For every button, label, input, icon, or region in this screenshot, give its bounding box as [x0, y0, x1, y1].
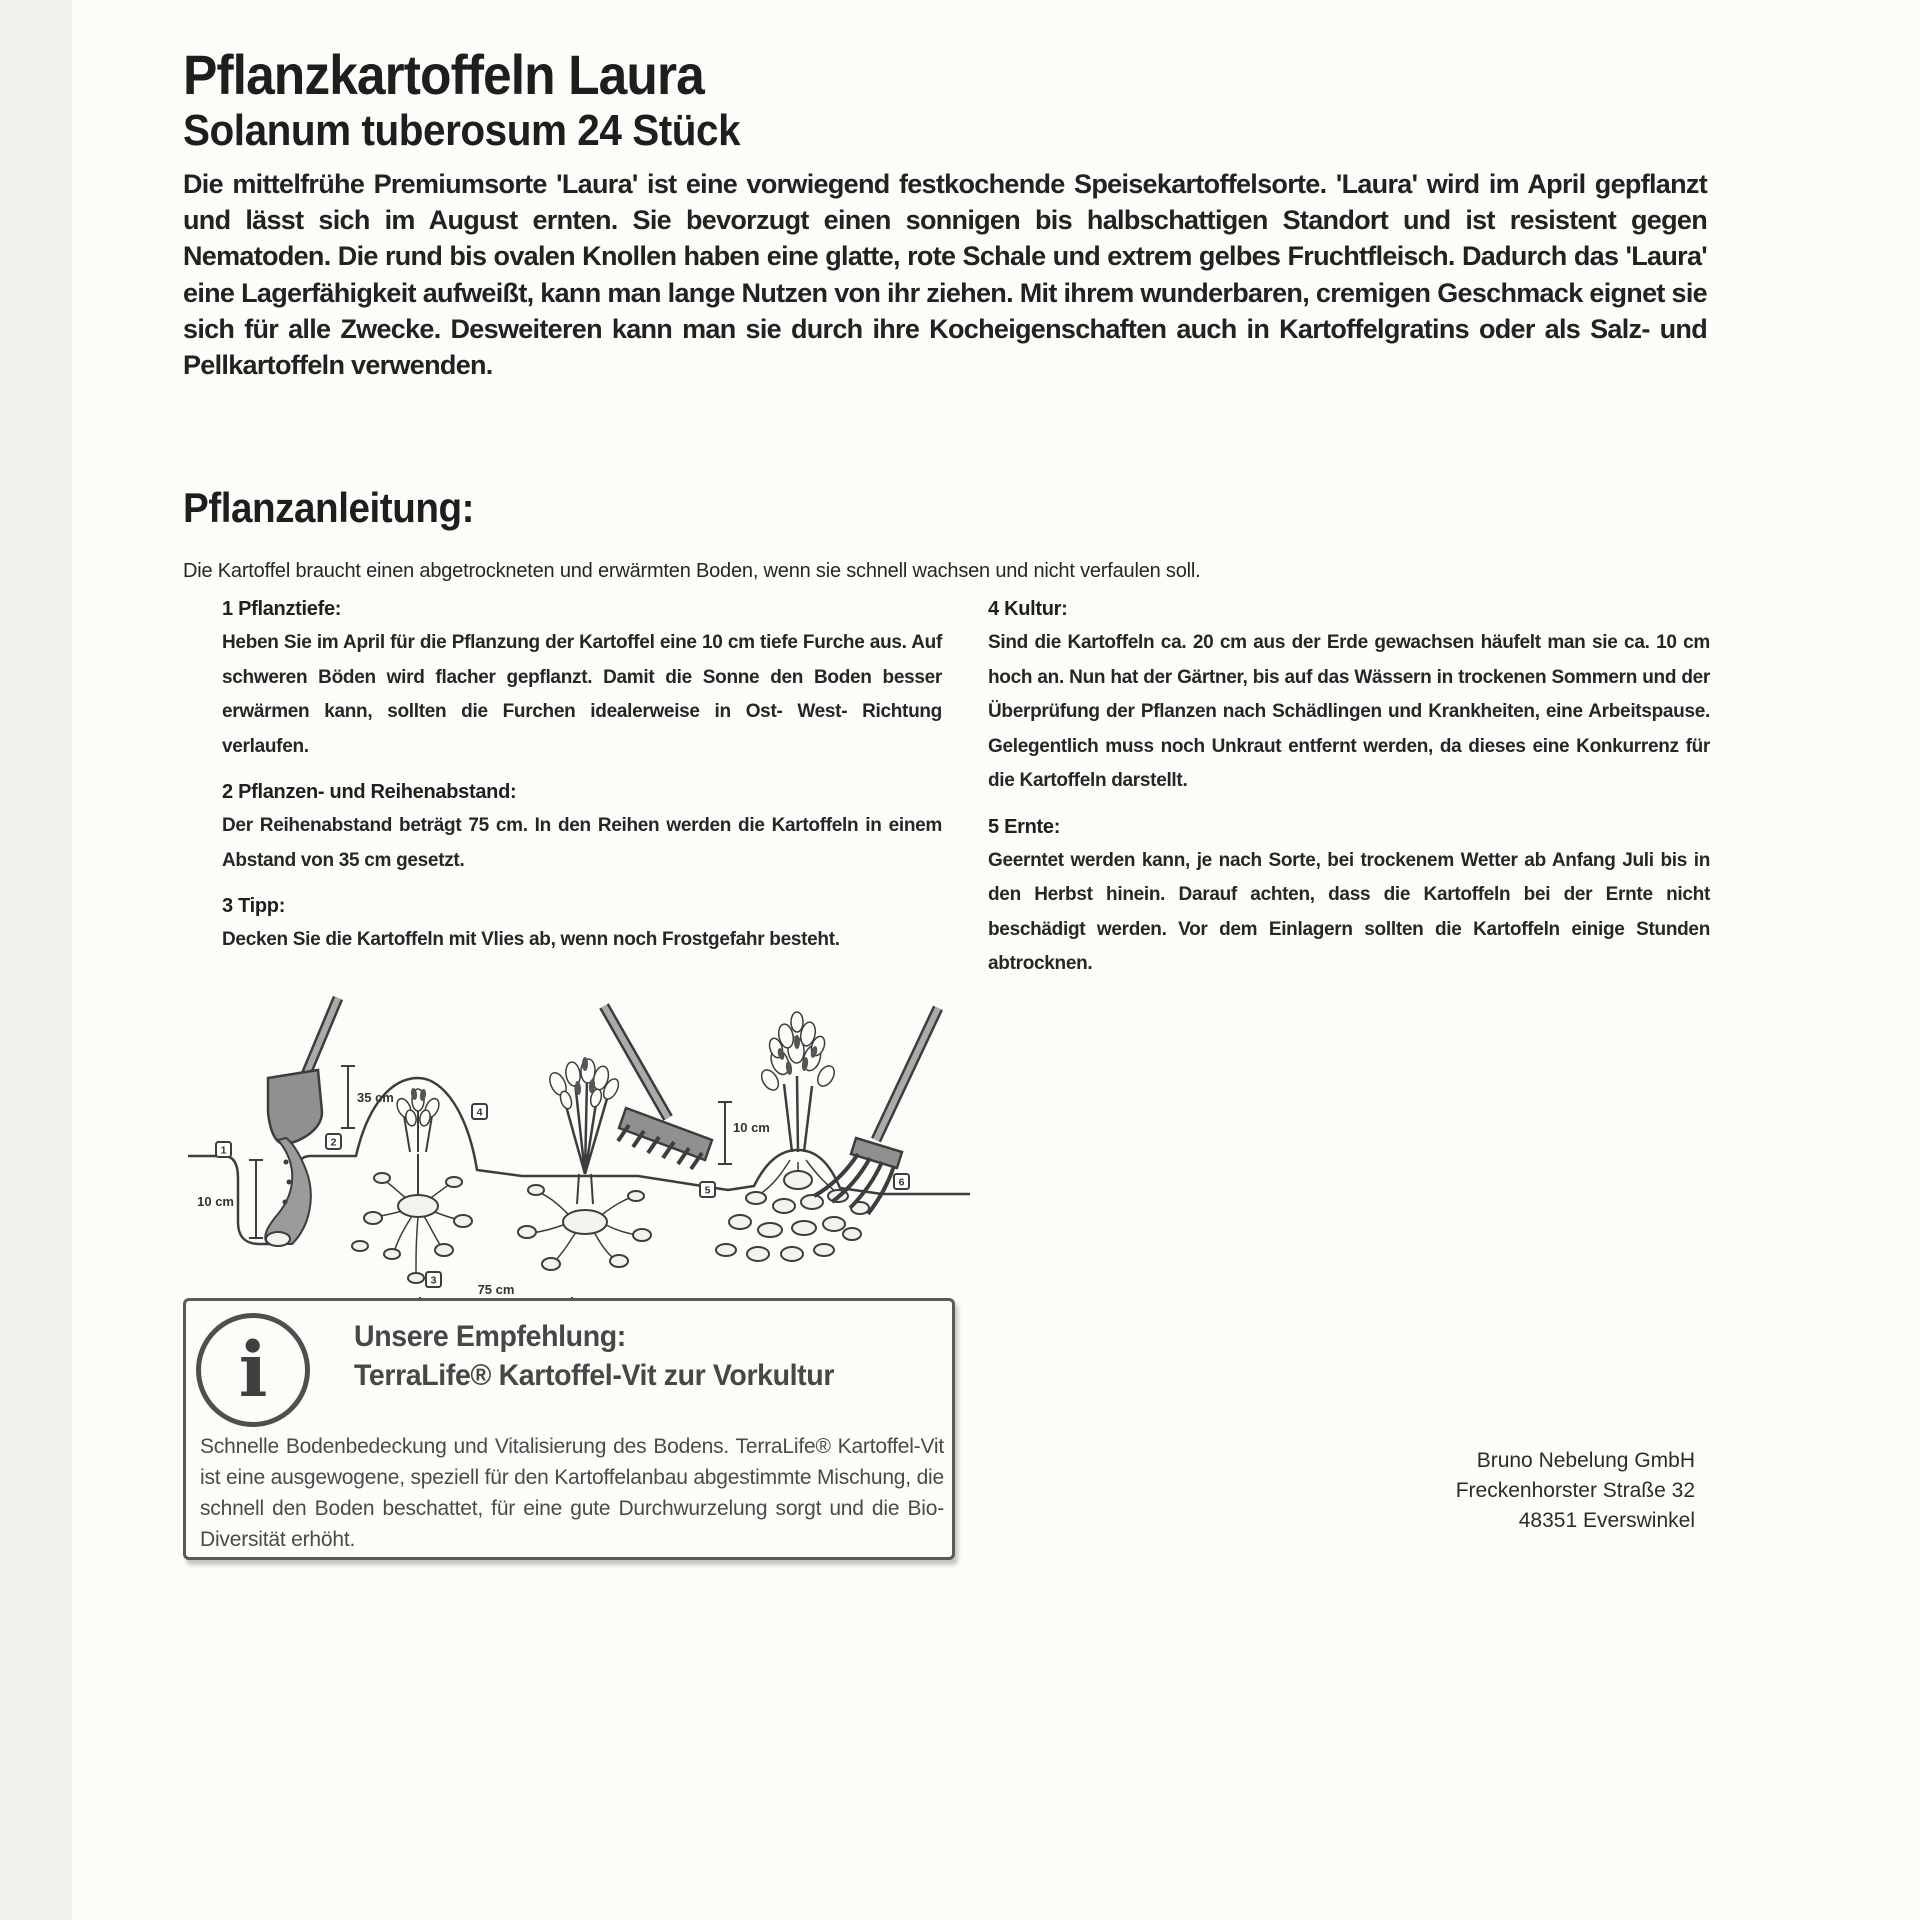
scan-edge-strip	[0, 0, 72, 1920]
svg-text:1: 1	[220, 1144, 227, 1157]
recommendation-box	[183, 1298, 955, 1560]
tuber-spacing-measure	[341, 1066, 355, 1128]
step-text: Decken Sie die Kartoffeln mit Vlies ab, wenn noch Frostgefahr besteht.	[222, 929, 840, 950]
step-planting-depth	[222, 598, 942, 764]
product-title: Pflanzkartoffeln Laura	[183, 43, 704, 106]
dimension-label-10cm-depth: 10 cm	[197, 1194, 234, 1209]
info-icon	[196, 1313, 310, 1427]
company-street: Freckenhorster Straße 32	[1455, 1479, 1695, 1502]
step-title: 5 Ernte:	[988, 815, 1061, 838]
recommendation-heading-line1: Unsere Empfehlung:	[354, 1320, 626, 1353]
instructions-left-column	[222, 598, 942, 999]
step-tip	[222, 895, 942, 958]
info-icon-letter: i	[238, 1325, 268, 1414]
step-marker-6	[894, 1174, 909, 1189]
garden-fork-icon	[814, 1008, 938, 1214]
step-text: Geerntet werden kann, je nach Sorte, bei trockenem Wetter ab Anfang Juli bis in den Herbst hinein. Darauf achten, dass die Kartoffeln bei der Ernte nicht beschädigt werden. Vor dem Einlagern sollten die Kartoffeln einige Stunden abtrocknen.	[988, 849, 1710, 974]
furrow-depth-measure	[249, 1160, 263, 1238]
hill-height-measure	[718, 1102, 732, 1164]
company-address	[1295, 1446, 1695, 1536]
step-title: 3 Tipp:	[222, 895, 286, 917]
rake-icon	[604, 1006, 712, 1169]
step-text: Sind die Kartoffeln ca. 20 cm aus der Erde gewachsen häufelt man sie ca. 10 cm hoch an. Nun hat der Gärtner, bis auf das Wässern in trockenen Sommern und der Überprüfung der Pflanzen nach Schädlingen und Krankheiten, eine Arbeitspause. Gelegentlich muss noch Unkraut entfernt werden, da dieses eine Konkurrenz für die Kartoffeln darstellt.	[988, 632, 1710, 791]
step-harvest	[988, 816, 1710, 982]
step-title: 1 Pflanztiefe:	[222, 598, 342, 620]
planting-guide-heading: Pflanzanleitung:	[183, 484, 475, 531]
recommendation-heading	[354, 1317, 834, 1395]
step-marker-2	[326, 1134, 341, 1149]
product-subtitle: Solanum tuberosum 24 Stück	[183, 106, 741, 155]
svg-text:3: 3	[430, 1274, 437, 1287]
dimension-label-35cm: 35 cm	[357, 1090, 394, 1105]
svg-text:2: 2	[330, 1136, 337, 1149]
company-name: Bruno Nebelung GmbH	[1476, 1449, 1695, 1472]
planting-guide-intro: Die Kartoffel braucht einen abgetrockneten und erwärmten Boden, wenn sie schnell wachsen und nicht verfaulen soll.	[183, 560, 1201, 582]
recommendation-body: Schnelle Bodenbedeckung und Vitalisierung des Bodens. TerraLife® Kartoffel-Vit ist eine ausgewogene, speziell für den Kartoffelanbau abgestimmte Mischung, die schnell den Boden beschattet, für eine gute Durchwurzelung sorgt und die Bio-Diversität erhöht.	[200, 1435, 944, 1551]
instructions-right-column	[988, 598, 1710, 999]
dimension-label-10cm-hill: 10 cm	[733, 1120, 770, 1135]
step-marker-3	[426, 1272, 441, 1287]
spade-icon	[265, 998, 338, 1246]
dimension-label-75cm: 75 cm	[477, 1282, 515, 1297]
seed-potato	[266, 1232, 290, 1246]
planting-diagram	[180, 992, 980, 1314]
svg-text:6: 6	[898, 1176, 905, 1189]
step-spacing	[222, 781, 942, 878]
company-city: 48351 Everswinkel	[1518, 1509, 1695, 1532]
potato-plant	[518, 1057, 651, 1270]
instruction-columns	[222, 598, 1710, 999]
step-culture	[988, 598, 1710, 799]
recommendation-heading-line2: TerraLife® Kartoffel-Vit zur Vorkultur	[354, 1359, 835, 1392]
step-title: 2 Pflanzen- und Reihenabstand:	[222, 781, 517, 803]
step-title: 4 Kultur:	[988, 598, 1068, 620]
svg-text:4: 4	[476, 1106, 483, 1119]
mature-potato-plant	[716, 1012, 869, 1261]
svg-text:5: 5	[704, 1184, 711, 1197]
step-text: Heben Sie im April für die Pflanzung der Kartoffel eine 10 cm tiefe Furche aus. Auf schweren Böden wird flacher gepflanzt. Damit die Sonne den Boden besser erwärmen kann, sollten die Furchen idealerweise in Ost- West- Richtung verlaufen.	[222, 632, 942, 757]
step-marker-1	[216, 1142, 231, 1157]
product-description: Die mittelfrühe Premiumsorte 'Laura' ist eine vorwiegend festkochende Speisekartoffelsorte. 'Laura' wird im April gepflanzt und lässt sich im August ernten. Sie bevorzugt einen sonnigen bis halbschattigen Standort und ist resistent gegen Nematoden. Die rund bis ovalen Knollen haben eine glatte, rote Schale und extrem gelbes Fruchtfleisch. Dadurch das 'Laura' eine Lagerfähigkeit aufweißt, kann man lange Nutzen von ihr ziehen. Mit ihrem wunderbaren, cremigen Geschmack eignet sie sich für alle Zwecke. Desweiteren kann man sie durch ihre Kocheigenschaften auch in Kartoffelgratins oder als Salz- und Pellkartoffeln verwenden.	[183, 169, 1707, 381]
step-marker-4	[472, 1104, 487, 1119]
step-text: Der Reihenabstand beträgt 75 cm. In den Reihen werden die Kartoffeln in einem Abstand von 35 cm gesetzt.	[222, 815, 942, 871]
step-marker-5	[700, 1182, 715, 1197]
